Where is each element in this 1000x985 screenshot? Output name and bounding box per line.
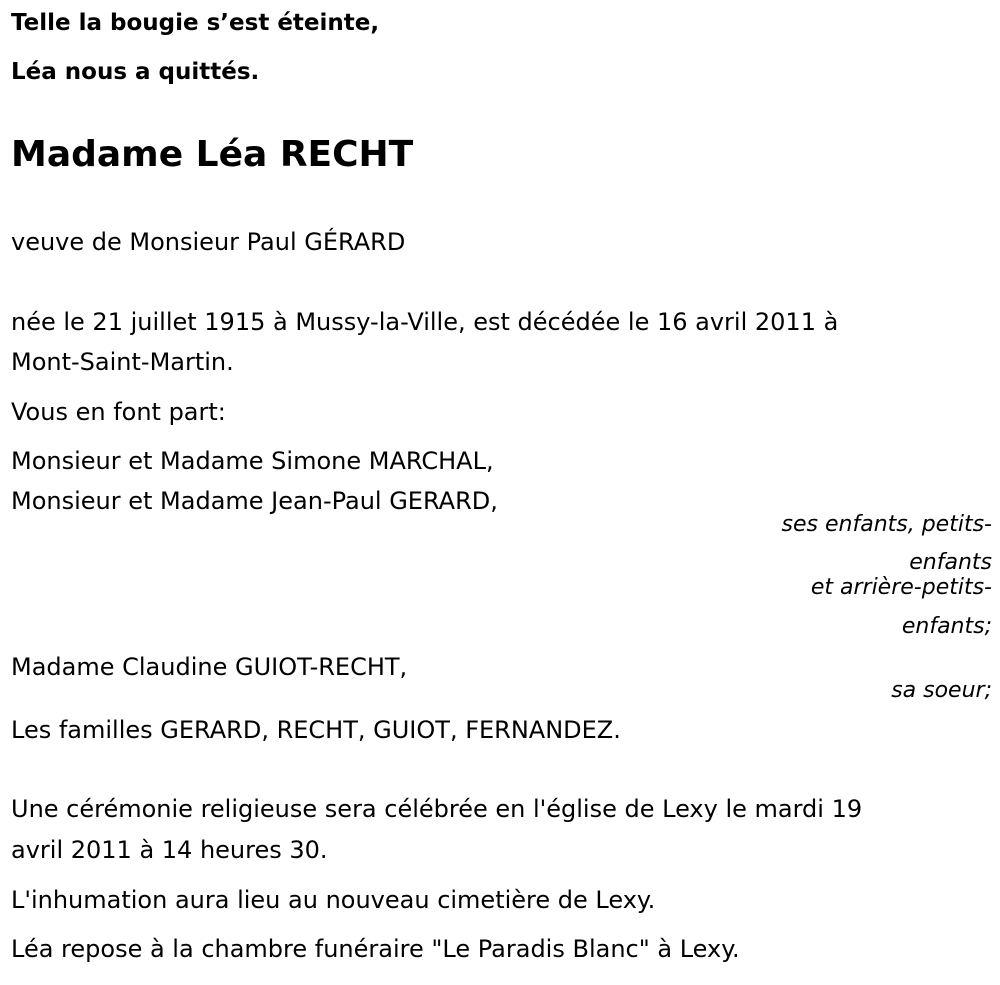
widow-of-text: veuve de Monsieur Paul GÉRARD — [11, 228, 406, 256]
families-line: Les familles GERARD, RECHT, GUIOT, FERNANDEZ. — [11, 716, 621, 744]
ceremony-line-2: avril 2011 à 14 heures 30. — [11, 836, 328, 864]
children-relation-line-4: enfants; — [901, 614, 992, 639]
children-line-1: Monsieur et Madame Simone MARCHAL, — [11, 447, 494, 475]
sister-relation: sa soeur; — [891, 678, 992, 703]
opening-verse-line-2: Léa nous a quittés. — [11, 59, 260, 85]
announcers-intro: Vous en font part: — [11, 398, 226, 426]
deceased-name-title: Madame Léa RECHT — [11, 134, 414, 175]
children-relation-line-3: et arrière-petits- — [810, 575, 992, 600]
children-line-2: Monsieur et Madame Jean-Paul GERARD, — [11, 487, 498, 515]
children-relation-line-2: enfants — [909, 550, 992, 575]
opening-verse-line-1: Telle la bougie s’est éteinte, — [11, 10, 380, 36]
birth-death-line-2: Mont-Saint-Martin. — [11, 348, 234, 376]
ceremony-line-1: Une cérémonie religieuse sera célébrée en l'église de Lexy le mardi 19 — [11, 795, 863, 823]
funeral-home-line: Léa repose à la chambre funéraire "Le Paradis Blanc" à Lexy. — [11, 935, 740, 963]
birth-death-line-1: née le 21 juillet 1915 à Mussy-la-Ville, est décédée le 16 avril 2011 à — [11, 308, 839, 336]
burial-line: L'inhumation aura lieu au nouveau cimetière de Lexy. — [11, 886, 656, 914]
children-relation-line-1: ses enfants, petits- — [781, 512, 992, 537]
sister-line: Madame Claudine GUIOT-RECHT, — [11, 653, 408, 681]
